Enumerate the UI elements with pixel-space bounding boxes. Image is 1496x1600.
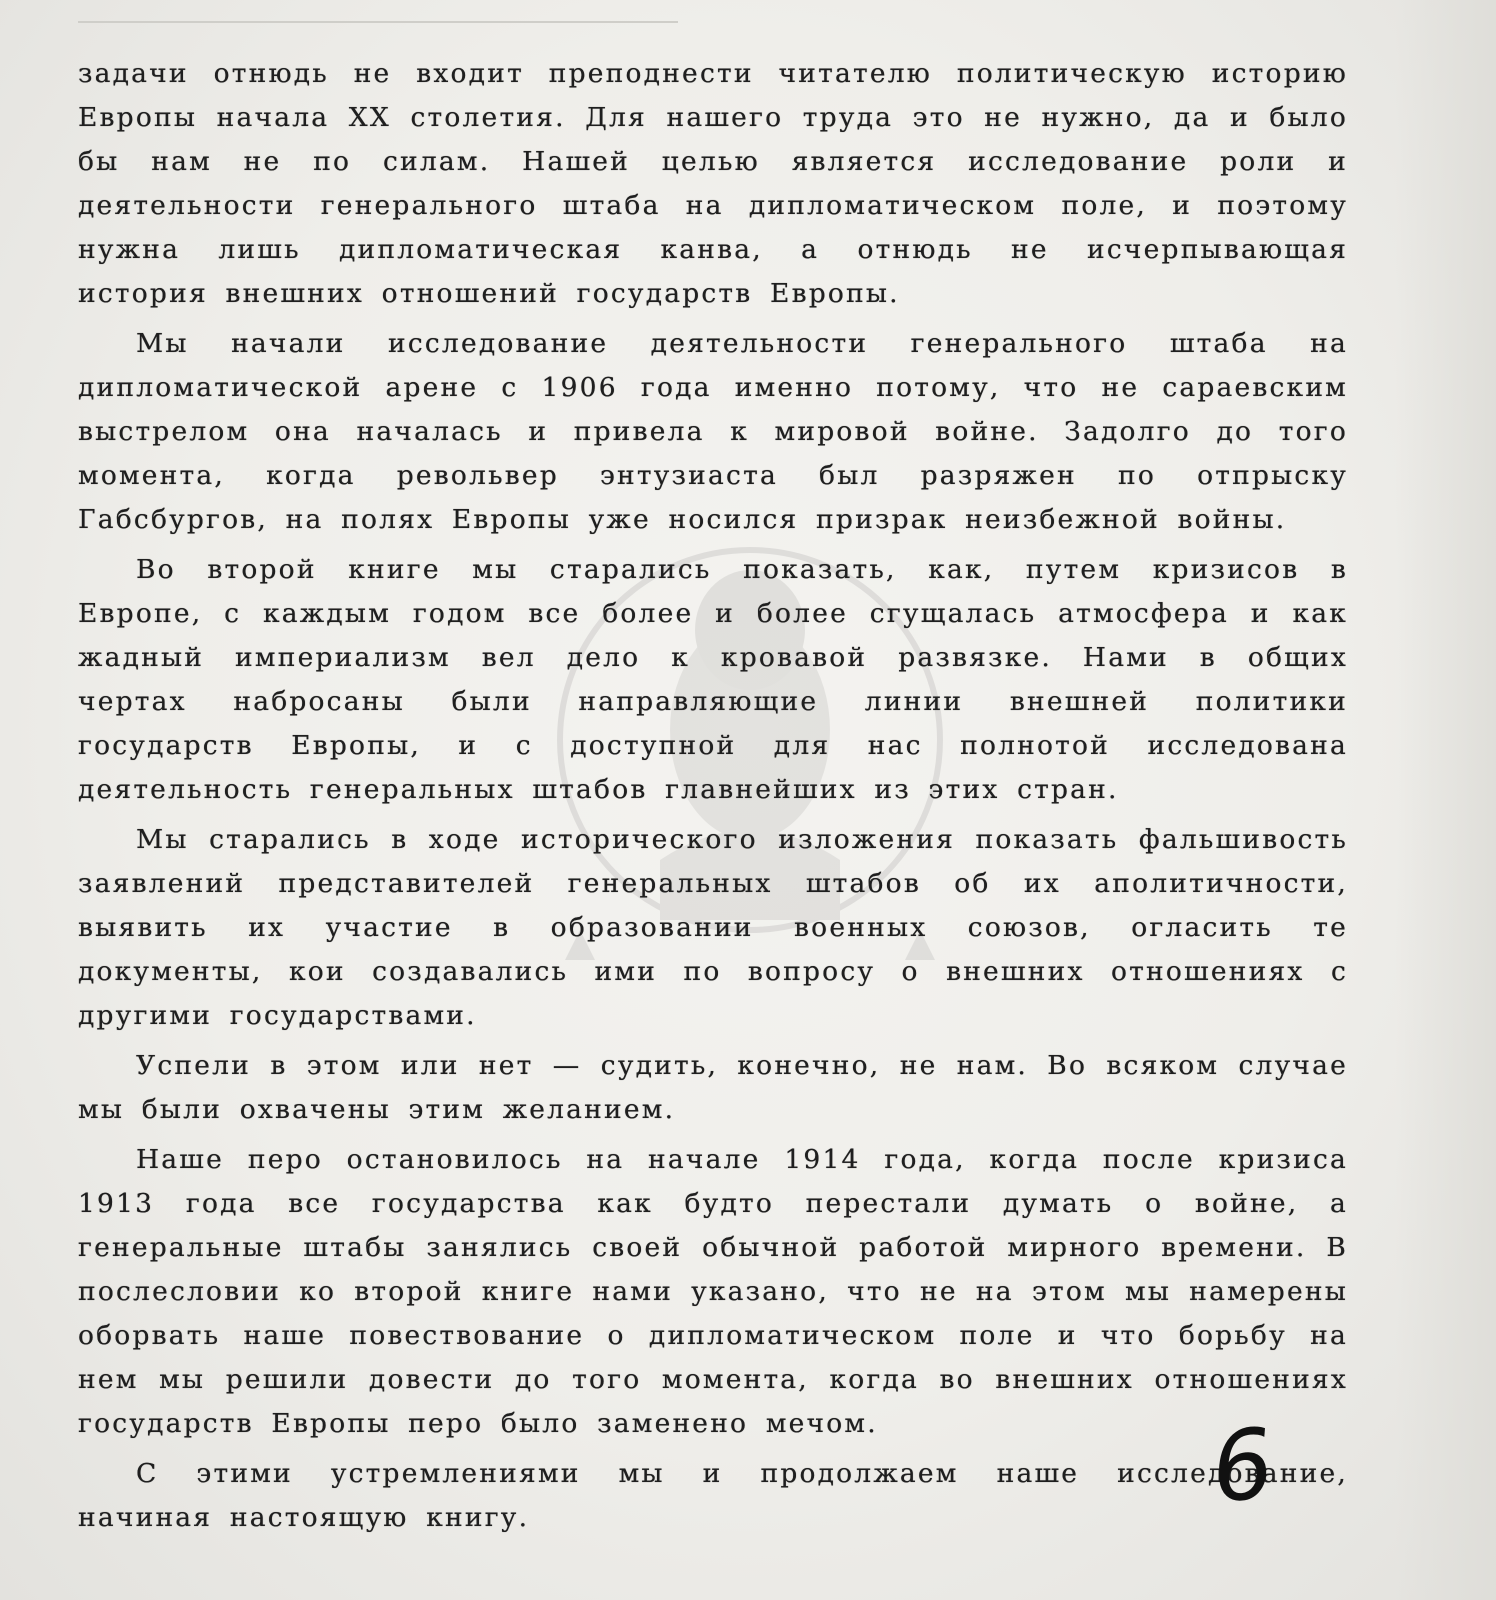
handwritten-page-number: 6 [1206, 1407, 1279, 1525]
paragraph: Мы начали исследование деятельности генерального штаба на дипломатической арене с 1906 года именно потому, что не сараевским выстрелом она началась и привела к мировой войне. Задолго до того момента, когда револьвер энтузиаста был разряжен по отпрыску Габсбургов, на полях Европы уже носился призрак неизбежной войны. [78, 328, 1348, 535]
page-body [78, 52, 1348, 1546]
paragraph: Мы старались в ходе исторического изложения показать фальшивость заявлений представителей генеральных штабов об их аполитичности, выявить их участие в образовании военных союзов, огласить те документы, кои создавались ими по вопросу о внешних отношениях с другими государствами. [78, 824, 1348, 1031]
page-edge-shadow [1395, 0, 1496, 1600]
paragraph: Успели в этом или нет — судить, конечно, не нам. Во всяком случае мы были охвачены этим желанием. [78, 1050, 1348, 1125]
paragraph: С этими устремлениями мы и продолжаем наше исследование, начиная настоящую книгу. [78, 1458, 1348, 1533]
top-rule-line [78, 21, 678, 23]
paragraph: Во второй книге мы старались показать, как, путем кризисов в Европе, с каждым годом все более и более сгущалась атмосфера и как жадный империализм вел дело к кровавой развязке. Нами в общих чертах наброcаны были направляющие линии внешней политики государств Европы, и с доступной для нас полнотой исследована деятельность генеральных штабов главнейших из этих стран. [78, 554, 1348, 805]
paragraph: задачи отнюдь не входит преподнести читателю политическую историю Европы начала XX столетия. Для нашего труда это не нужно, да и было бы нам не по силам. Нашей целью является исследование роли и деятельности генерального штаба на дипломатическом поле, и поэтому нужна лишь дипломатическая канва, а отнюдь не исчерпывающая история внешних отношений государств Европы. [78, 58, 1348, 309]
paragraph: Наше перо остановилось на начале 1914 года, когда после кризиса 1913 года все государства как будто перестали думать о войне, а генеральные штабы занялись своей обычной работой мирного времени. В послесловии ко второй книге нами указано, что не на этом мы намерены оборвать наше повествование о дипломатическом поле и что борьбу на нем мы решили довести до того момента, когда во внешних отношениях государств Европы перо было заменено мечом. [78, 1144, 1348, 1439]
